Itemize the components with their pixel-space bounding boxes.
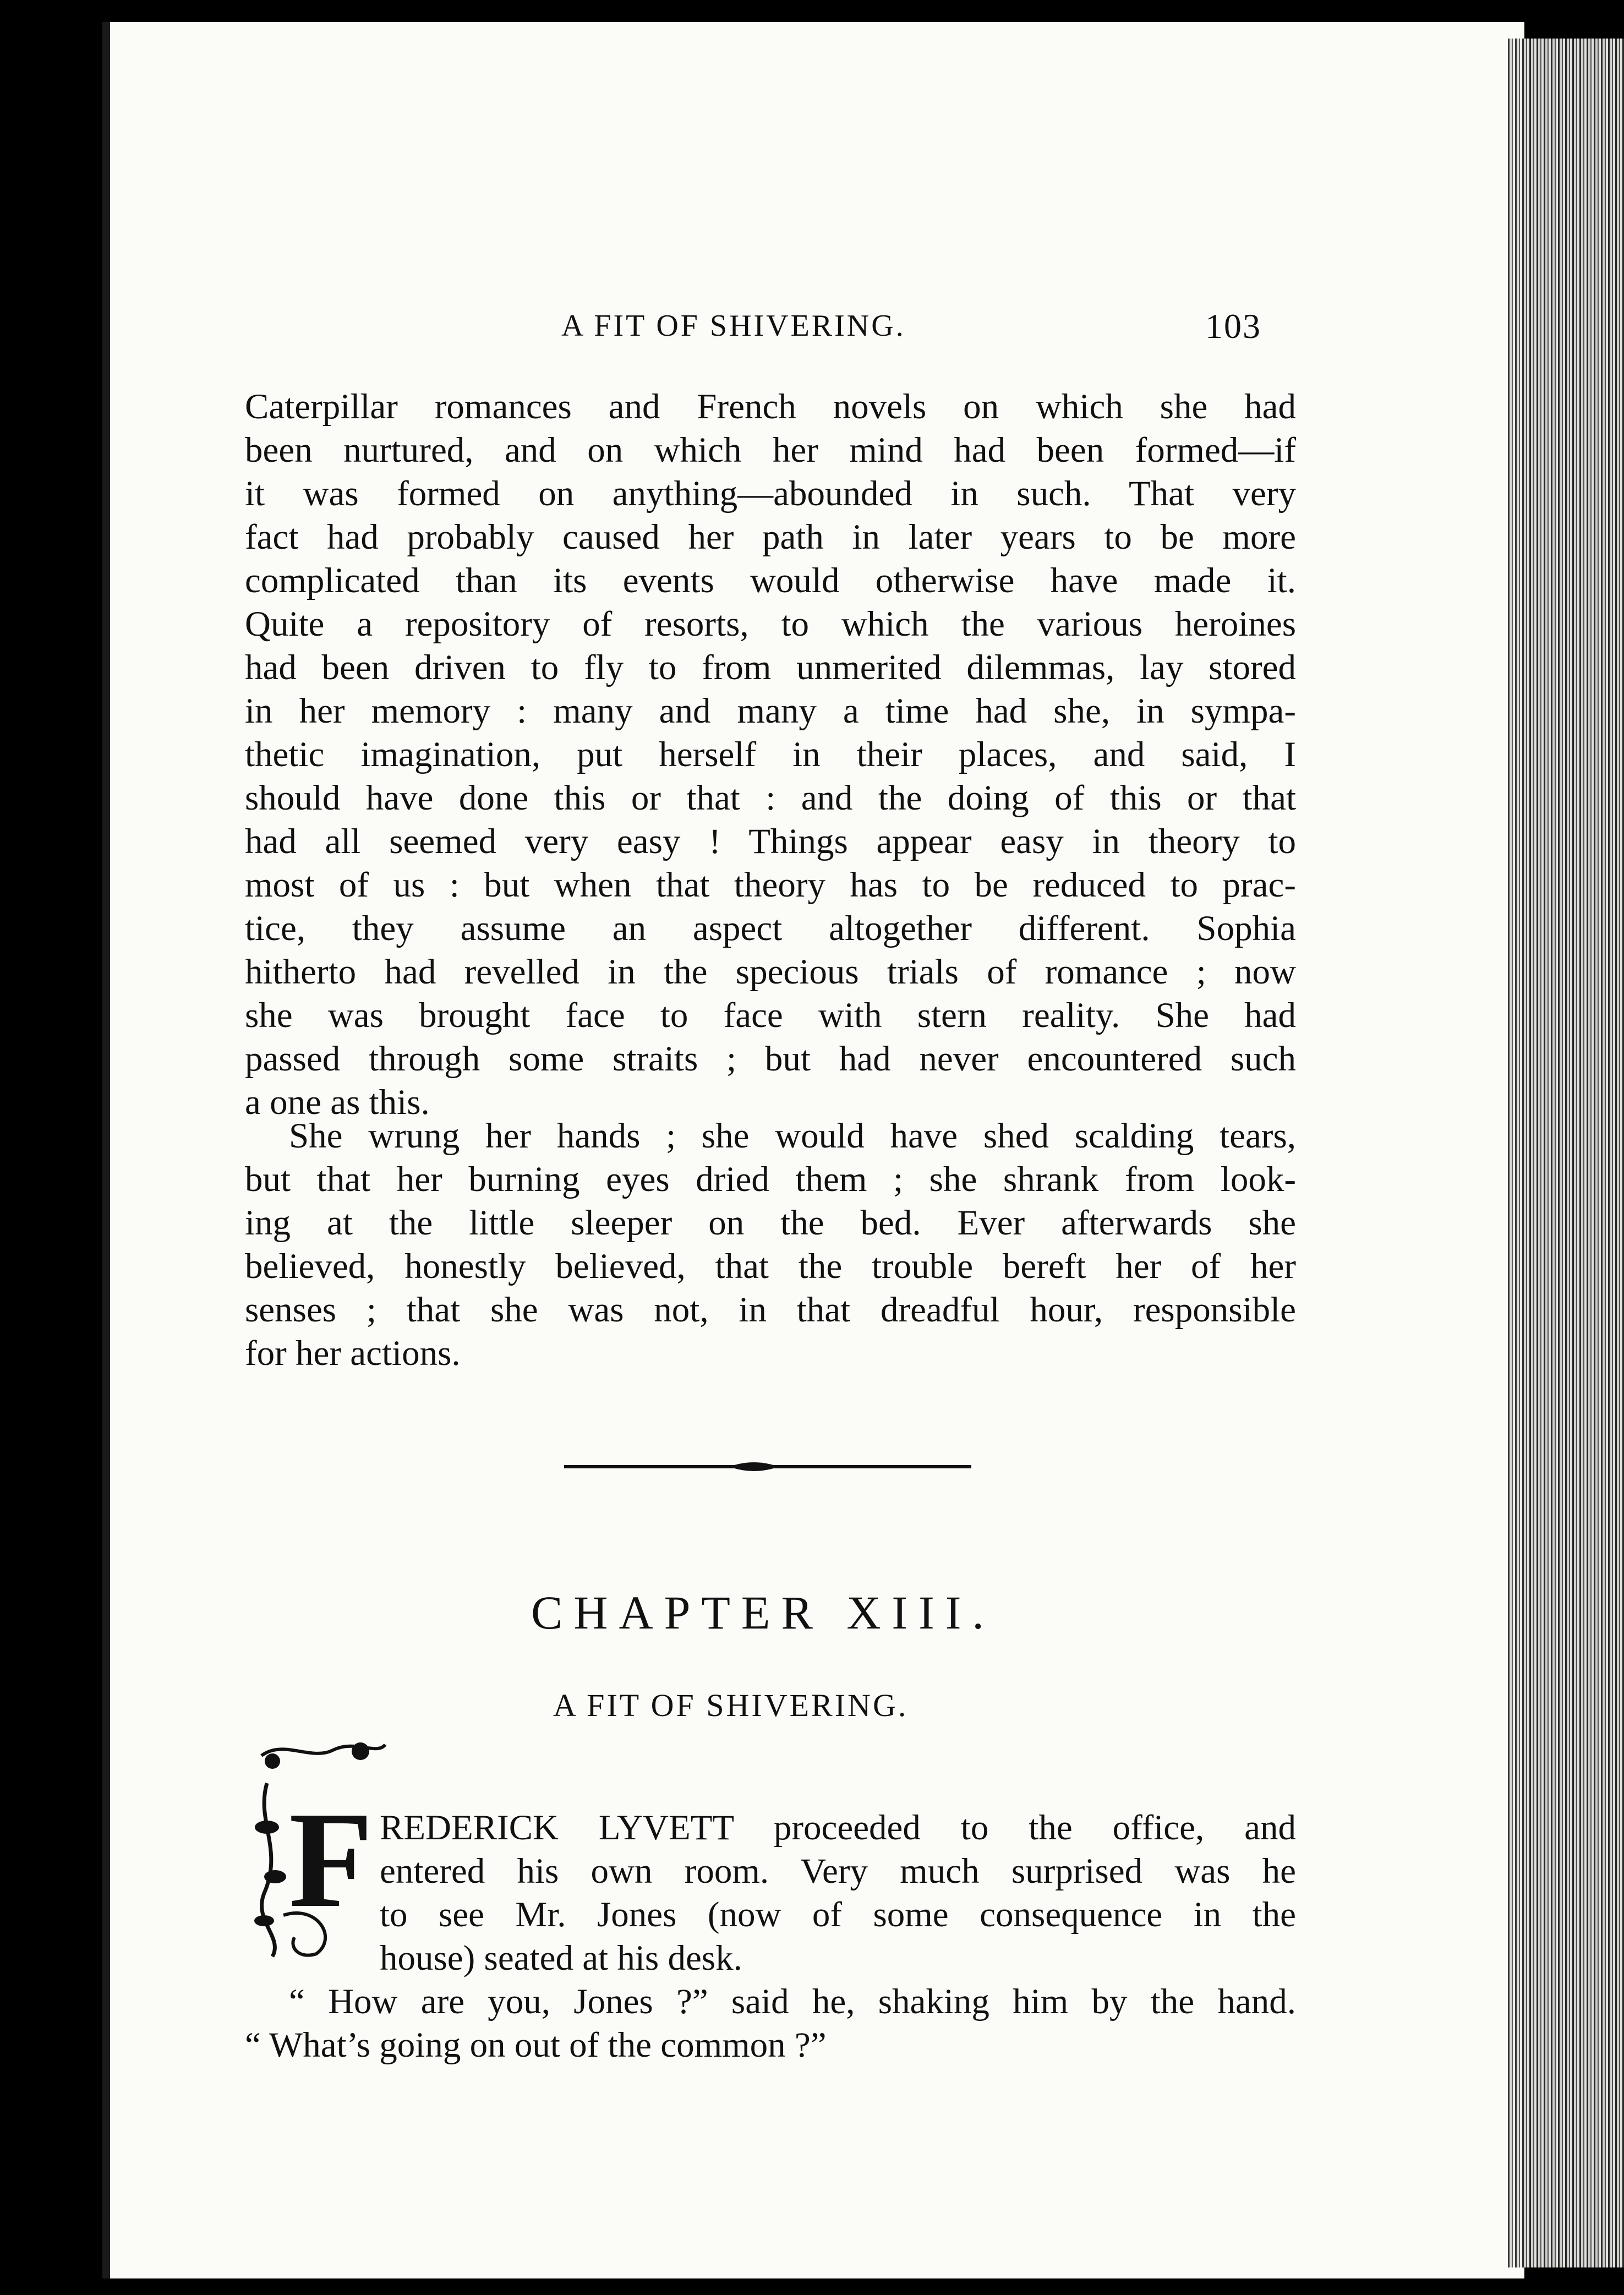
text-line: senses ; that she was not, in that dreadful hour, responsible: [245, 1290, 1296, 1330]
text-line: complicated than its events would otherwise have made it.: [245, 561, 1296, 600]
page-fore-edge: [1508, 39, 1624, 2267]
text-line: thetic imagination, put herself in their places, and said, I: [245, 735, 1296, 774]
text-line: should have done this or that : and the doing of this or that: [245, 778, 1296, 818]
chapter-title: A FIT OF SHIVERING.: [553, 1687, 909, 1723]
text-line: “ How are you, Jones ?” said he, shaking him by the hand.: [289, 1982, 1296, 2021]
chapter-number: CHAPTER XIII.: [531, 1586, 995, 1639]
text-line: had all seemed very easy ! Things appear easy in theory to: [245, 822, 1296, 861]
text-line: but that her burning eyes dried them ; she shrank from look-: [245, 1160, 1296, 1199]
text-line: fact had probably caused her path in later years to be more: [245, 517, 1296, 557]
text-line: hitherto had revelled in the specious trials of romance ; now: [245, 952, 1296, 992]
book-gutter: [102, 22, 110, 2278]
text-line: she was brought face to face with stern reality. She had: [245, 996, 1296, 1035]
text-line: She wrung her hands ; she would have shed scalding tears,: [289, 1116, 1296, 1156]
running-head: A FIT OF SHIVERING.: [561, 309, 906, 343]
decorated-initial: [250, 1739, 388, 1959]
text-line: passed through some straits ; but had never encountered such: [245, 1039, 1296, 1079]
text-line: believed, honestly believed, that the trouble bereft her of her: [245, 1247, 1296, 1286]
text-line: entered his own room. Very much surprised was he: [380, 1851, 1296, 1891]
paragraph-2: [245, 1114, 1296, 1375]
text-line: for her actions.: [245, 1334, 461, 1373]
ornamental-rule: [564, 1456, 971, 1478]
paragraph-1: [245, 385, 1296, 1124]
text-line: it was formed on anything—abounded in such. That very: [245, 474, 1296, 513]
page-number: 103: [1205, 307, 1261, 346]
text-line: house) seated at his desk.: [380, 1938, 742, 1978]
text-line: REDERICK LYVETT proceeded to the office, and: [380, 1808, 1296, 1848]
text-line: been nurtured, and on which her mind had been formed—if: [245, 430, 1296, 470]
text-line: ing at the little sleeper on the bed. Ever afterwards she: [245, 1203, 1296, 1243]
text-line: “ What’s going on out of the common ?”: [245, 2025, 827, 2065]
text-line: Caterpillar romances and French novels on which she had: [245, 387, 1296, 427]
text-line: most of us : but when that theory has to be reduced to prac-: [245, 865, 1296, 905]
text-line: Quite a repository of resorts, to which the various heroines: [245, 604, 1296, 644]
text-line: a one as this.: [245, 1083, 430, 1122]
scan-left-border: [0, 0, 102, 2295]
dialogue: [245, 1980, 1296, 2067]
text-line: had been driven to fly to from unmerited dilemmas, lay stored: [245, 648, 1296, 687]
text-line: to see Mr. Jones (now of some consequence in the: [380, 1895, 1296, 1935]
drop-cap-letter: F: [289, 1784, 373, 1936]
text-line: in her memory : many and many a time had she, in sympa-: [245, 691, 1296, 731]
text-line: tice, they assume an aspect altogether different. Sophia: [245, 909, 1296, 948]
